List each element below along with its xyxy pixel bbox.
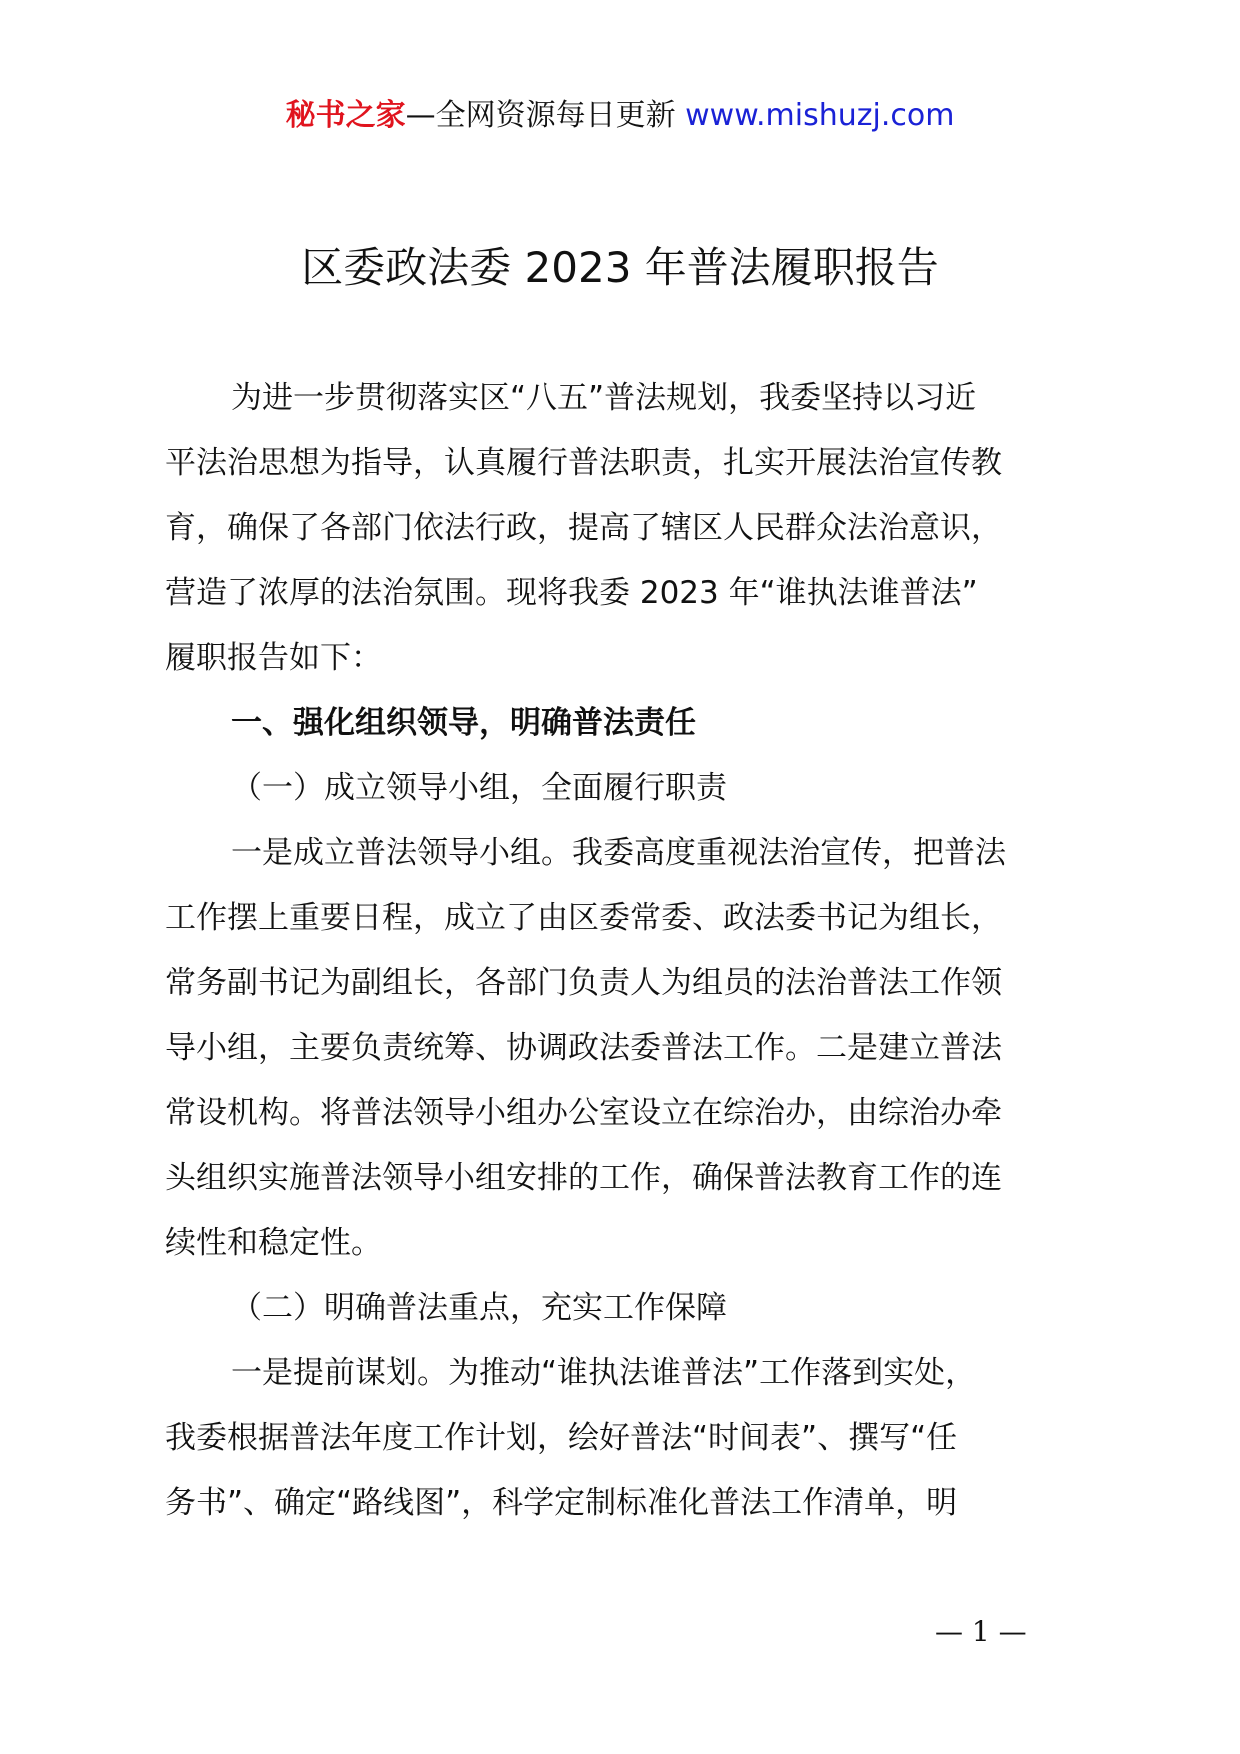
body-line: 导小组，主要负责统筹、协调政法委普法工作。二是建立普法	[165, 1030, 1002, 1066]
site-slogan: —全网资源每日更新	[405, 98, 686, 133]
document-body	[165, 366, 1075, 1536]
body-line: 常设机构。将普法领导小组办公室设立在综治办，由综治办牵	[165, 1095, 1002, 1131]
site-header	[0, 96, 1240, 136]
body-line: 工作摆上重要日程，成立了由区委常委、政法委书记为组长，	[165, 900, 1002, 936]
section-heading: 一、强化组织领导，明确普法责任	[231, 705, 696, 741]
subsection-heading: （二）明确普法重点，充实工作保障	[231, 1290, 727, 1326]
body-line: 常务副书记为副组长，各部门负责人为组员的法治普法工作领	[165, 965, 1002, 1001]
body-line: 头组织实施普法领导小组安排的工作，确保普法教育工作的连	[165, 1160, 1002, 1196]
page-number: — 1 —	[935, 1615, 1027, 1648]
body-line: 务书”、确定“路线图”，科学定制标准化普法工作清单，明	[165, 1485, 958, 1521]
body-line: 为进一步贯彻落实区“八五”普法规划，我委坚持以习近	[231, 380, 977, 416]
body-line: 履职报告如下：	[165, 640, 382, 676]
body-line: 平法治思想为指导，认真履行普法职责，扎实开展法治宣传教	[165, 445, 1002, 481]
body-line: 一是成立普法领导小组。我委高度重视法治宣传，把普法	[231, 835, 1006, 871]
body-line: 营造了浓厚的法治氛围。现将我委 2023 年“谁执法谁普法”	[165, 575, 978, 611]
body-line: 续性和稳定性。	[165, 1225, 382, 1261]
body-line: 育，确保了各部门依法行政，提高了辖区人民群众法治意识，	[165, 510, 1002, 546]
body-line: 我委根据普法年度工作计划，绘好普法“时间表”、撰写“任	[165, 1420, 958, 1456]
site-url-link[interactable]: www.mishuzj.com	[685, 98, 955, 133]
document-title: 区委政法委 2023 年普法履职报告	[301, 243, 939, 292]
body-line: 一是提前谋划。为推动“谁执法谁普法”工作落到实处，	[231, 1355, 977, 1391]
brand-name: 秘书之家	[285, 98, 406, 133]
subsection-heading: （一）成立领导小组，全面履行职责	[231, 770, 727, 806]
